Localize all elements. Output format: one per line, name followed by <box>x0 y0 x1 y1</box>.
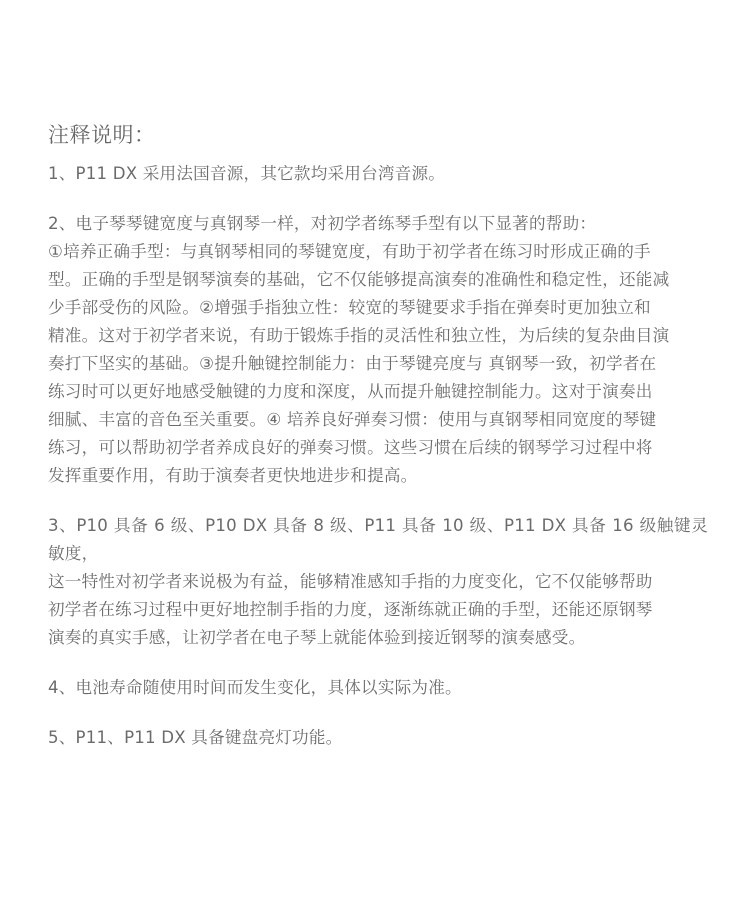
note-line: ①培养正确手型：与真钢琴相同的琴键宽度，有助于初学者在练习时形成正确的手 <box>48 242 651 261</box>
note-5 <box>48 724 708 752</box>
notes-section <box>48 120 708 774</box>
note-3 <box>48 512 708 652</box>
note-line: 发挥重要作用，有助于演奏者更快地进步和提高。 <box>48 466 418 485</box>
notes-title: 注释说明： <box>48 123 156 147</box>
note-line: 3、P10 具备 6 级、P10 DX 具备 8 级、P11 具备 10 级、P11 DX 具备 16 级触键灵敏度， <box>48 516 708 563</box>
note-1 <box>48 160 708 188</box>
note-line: 练习时可以更好地感受触键的力度和深度，从而提升触键控制能力。这对于演奏出 <box>48 382 653 401</box>
note-line: 型。正确的手型是钢琴演奏的基础，它不仅能够提高演奏的准确性和稳定性，还能减 <box>48 270 670 289</box>
note-line: 演奏的真实手感，让初学者在电子琴上就能体验到接近钢琴的演奏感受。 <box>48 628 586 647</box>
note-line: 4、电池寿命随使用时间而发生变化，具体以实际为准。 <box>48 678 462 697</box>
note-line: 精准。这对于初学者来说，有助于锻炼手指的灵活性和独立性，为后续的复杂曲目演 <box>48 326 670 345</box>
note-4 <box>48 674 708 702</box>
note-line: 5、P11、P11 DX 具备键盘亮灯功能。 <box>48 728 343 747</box>
note-line: 细腻、丰富的音色至关重要。④ 培养良好弹奏习惯：使用与真钢琴相同宽度的琴键 <box>48 410 657 429</box>
note-line: 2、电子琴琴键宽度与真钢琴一样，对初学者练琴手型有以下显著的帮助： <box>48 214 597 233</box>
note-line: 练习，可以帮助初学者养成良好的弹奏习惯。这些习惯在后续的钢琴学习过程中将 <box>48 438 653 457</box>
note-2 <box>48 210 708 490</box>
note-line: 初学者在练习过程中更好地控制手指的力度，逐渐练就正确的手型，还能还原钢琴 <box>48 600 653 619</box>
note-line: 少手部受伤的风险。②增强手指独立性：较宽的琴键要求手指在弹奏时更加独立和 <box>48 298 651 317</box>
note-line: 奏打下坚实的基础。③提升触键控制能力：由于琴键亮度与 真钢琴一致，初学者在 <box>48 354 657 373</box>
note-line: 这一特性对初学者来说极为有益，能够精准感知手指的力度变化，它不仅能够帮助 <box>48 572 653 591</box>
note-line: 1、P11 DX 采用法国音源，其它款均采用台湾音源。 <box>48 164 446 183</box>
